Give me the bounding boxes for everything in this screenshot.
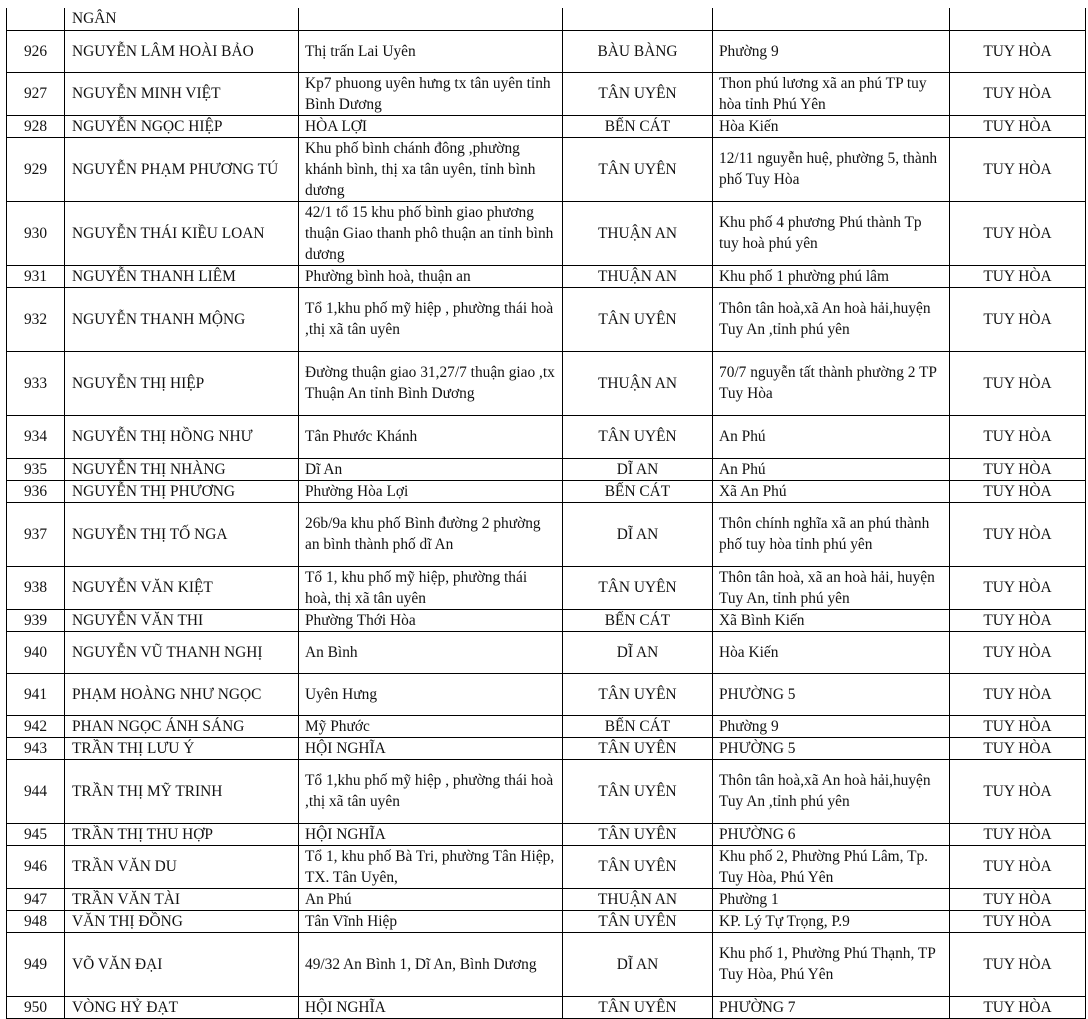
full-name-cell: NGUYỄN VĂN THI [65,609,299,631]
row-number-cell: 938 [7,566,65,609]
table-row [7,8,1086,30]
full-name-cell: NGUYỄN THỊ NHÀNG [65,458,299,480]
full-name-cell: NGUYỄN THÁI KIỀU LOAN [65,201,299,265]
table-row [7,932,1086,996]
hometown-address-cell: Hòa Kiến [713,115,950,137]
hometown-address-cell [713,8,950,30]
table-row [7,137,1086,201]
hometown-address-cell: Khu phố 1 phường phú lâm [713,265,950,287]
current-address-cell: Mỹ Phước [299,715,563,737]
district-cell: TÂN UYÊN [563,910,713,932]
current-address-cell: Uyên Hưng [299,673,563,715]
district-cell: DĨ AN [563,458,713,480]
row-number-cell: 943 [7,737,65,759]
district-cell: THUẬN AN [563,201,713,265]
city-cell: TUY HÒA [950,480,1086,502]
city-cell: TUY HÒA [950,932,1086,996]
city-cell: TUY HÒA [950,287,1086,351]
table-row [7,566,1086,609]
current-address-cell: Tổ 1,khu phố mỹ hiệp , phường thái hoà ,thị xã tân uyên [299,287,563,351]
row-number-cell: 926 [7,30,65,72]
row-number-cell: 929 [7,137,65,201]
hometown-address-cell: PHƯỜNG 7 [713,996,950,1018]
district-cell: TÂN UYÊN [563,737,713,759]
full-name-cell: NGUYỄN THỊ TỐ NGA [65,502,299,566]
city-cell: TUY HÒA [950,631,1086,673]
city-cell: TUY HÒA [950,72,1086,115]
city-cell: TUY HÒA [950,609,1086,631]
hometown-address-cell: An Phú [713,415,950,458]
city-cell: TUY HÒA [950,265,1086,287]
hometown-address-cell: PHƯỜNG 5 [713,673,950,715]
hometown-address-cell: Hòa Kiến [713,631,950,673]
current-address-cell: HÒA LỢI [299,115,563,137]
district-cell: DĨ AN [563,502,713,566]
row-number-cell: 948 [7,910,65,932]
table-row [7,609,1086,631]
full-name-cell: NGUYỄN PHẠM PHƯƠNG TÚ [65,137,299,201]
table-row [7,502,1086,566]
table-row [7,996,1086,1018]
hometown-address-cell: KP. Lý Tự Trọng, P.9 [713,910,950,932]
district-cell: TÂN UYÊN [563,759,713,823]
member-table [6,8,1086,1019]
full-name-cell: NGUYỄN VĂN KIỆT [65,566,299,609]
city-cell: TUY HÒA [950,201,1086,265]
hometown-address-cell: Thôn tân hoà,xã An hoà hải,huyện Tuy An ,tỉnh phú yên [713,287,950,351]
current-address-cell: Tổ 1, khu phố mỹ hiệp, phường thái hoà, thị xã tân uyên [299,566,563,609]
district-cell: BÀU BÀNG [563,30,713,72]
district-cell: TÂN UYÊN [563,415,713,458]
district-cell: TÂN UYÊN [563,996,713,1018]
full-name-cell: TRẦN VĂN TÀI [65,888,299,910]
current-address-cell: Phường Hòa Lợi [299,480,563,502]
table-row [7,115,1086,137]
city-cell: TUY HÒA [950,137,1086,201]
full-name-cell: VĂN THỊ ĐỒNG [65,910,299,932]
row-number-cell: 934 [7,415,65,458]
hometown-address-cell: Khu phố 4 phương Phú thành Tp tuy hoà phú yên [713,201,950,265]
table-row [7,759,1086,823]
full-name-cell: TRẦN THỊ MỸ TRINH [65,759,299,823]
city-cell: TUY HÒA [950,502,1086,566]
current-address-cell: 26b/9a khu phố Bình đường 2 phường an bình thành phố dĩ An [299,502,563,566]
row-number-cell: 931 [7,265,65,287]
city-cell: TUY HÒA [950,996,1086,1018]
row-number-cell: 935 [7,458,65,480]
district-cell: THUẬN AN [563,888,713,910]
full-name-cell: NGUYỄN THỊ HỒNG NHƯ [65,415,299,458]
current-address-cell: Tổ 1,khu phố mỹ hiệp , phường thái hoà ,thị xã tân uyên [299,759,563,823]
row-number-cell [7,8,65,30]
district-cell: BẾN CÁT [563,715,713,737]
current-address-cell [299,8,563,30]
hometown-address-cell: Phường 9 [713,715,950,737]
current-address-cell: Kp7 phuong uyên hưng tx tân uyên tỉnh Bình Dương [299,72,563,115]
district-cell: TÂN UYÊN [563,566,713,609]
full-name-cell: TRẦN THỊ THU HỢP [65,823,299,845]
table-row [7,287,1086,351]
city-cell: TUY HÒA [950,910,1086,932]
table-row [7,480,1086,502]
current-address-cell: 49/32 An Bình 1, Dĩ An, Bình Dương [299,932,563,996]
city-cell [950,8,1086,30]
district-cell: BẾN CÁT [563,609,713,631]
city-cell: TUY HÒA [950,673,1086,715]
full-name-cell: PHẠM HOÀNG NHƯ NGỌC [65,673,299,715]
current-address-cell: 42/1 tổ 15 khu phố bình giao phương thuận Giao thanh phô thuận an tỉnh bình dương [299,201,563,265]
hometown-address-cell: An Phú [713,458,950,480]
current-address-cell: HỘI NGHĨA [299,996,563,1018]
current-address-cell: Thị trấn Lai Uyên [299,30,563,72]
row-number-cell: 937 [7,502,65,566]
district-cell: THUẬN AN [563,265,713,287]
table-row [7,72,1086,115]
table-row [7,910,1086,932]
hometown-address-cell: Phường 1 [713,888,950,910]
table-row [7,631,1086,673]
current-address-cell: Dĩ An [299,458,563,480]
full-name-cell: TRẦN THỊ LƯU Ý [65,737,299,759]
hometown-address-cell: PHƯỜNG 5 [713,737,950,759]
row-number-cell: 933 [7,351,65,415]
full-name-cell: NGUYỄN MINH VIỆT [65,72,299,115]
city-cell: TUY HÒA [950,566,1086,609]
hometown-address-cell: 12/11 nguyễn huệ, phường 5, thành phố Tuy Hòa [713,137,950,201]
full-name-cell: NGUYỄN THỊ PHƯƠNG [65,480,299,502]
table-row [7,845,1086,888]
city-cell: TUY HÒA [950,415,1086,458]
row-number-cell: 942 [7,715,65,737]
table-row [7,888,1086,910]
row-number-cell: 949 [7,932,65,996]
table-row [7,30,1086,72]
full-name-cell: NGUYỄN LÂM HOÀI BẢO [65,30,299,72]
full-name-cell: TRẦN VĂN DU [65,845,299,888]
table-row [7,351,1086,415]
row-number-cell: 939 [7,609,65,631]
row-number-cell: 944 [7,759,65,823]
table-row [7,458,1086,480]
row-number-cell: 945 [7,823,65,845]
current-address-cell: Phường bình hoà, thuận an [299,265,563,287]
city-cell: TUY HÒA [950,715,1086,737]
hometown-address-cell: Thôn tân hoà,xã An hoà hải,huyện Tuy An ,tỉnh phú yên [713,759,950,823]
current-address-cell: An Phú [299,888,563,910]
district-cell: TÂN UYÊN [563,287,713,351]
current-address-cell: An Bình [299,631,563,673]
row-number-cell: 936 [7,480,65,502]
city-cell: TUY HÒA [950,458,1086,480]
hometown-address-cell: Thôn tân hoà, xã an hoà hải, huyện Tuy An, tỉnh phú yên [713,566,950,609]
hometown-address-cell: Xã Bình Kiến [713,609,950,631]
city-cell: TUY HÒA [950,737,1086,759]
city-cell: TUY HÒA [950,823,1086,845]
district-cell: BẾN CÁT [563,480,713,502]
hometown-address-cell: Phường 9 [713,30,950,72]
current-address-cell: Tổ 1, khu phố Bà Tri, phường Tân Hiệp, TX. Tân Uyên, [299,845,563,888]
hometown-address-cell: Khu phố 2, Phường Phú Lâm, Tp. Tuy Hòa, Phú Yên [713,845,950,888]
full-name-cell: NGUYỄN THANH MỘNG [65,287,299,351]
district-cell [563,8,713,30]
current-address-cell: HỘI NGHĨA [299,737,563,759]
hometown-address-cell: Xã An Phú [713,480,950,502]
row-number-cell: 946 [7,845,65,888]
full-name-cell: PHAN NGỌC ÁNH SÁNG [65,715,299,737]
hometown-address-cell: PHƯỜNG 6 [713,823,950,845]
current-address-cell: HỘI NGHĨA [299,823,563,845]
city-cell: TUY HÒA [950,845,1086,888]
district-cell: TÂN UYÊN [563,72,713,115]
table-row [7,265,1086,287]
table-row [7,201,1086,265]
table-row [7,737,1086,759]
full-name-cell: NGUYỄN THỊ HIỆP [65,351,299,415]
table-row [7,823,1086,845]
current-address-cell: Đường thuận giao 31,27/7 thuận giao ,tx Thuận An tỉnh Bình Dương [299,351,563,415]
city-cell: TUY HÒA [950,115,1086,137]
row-number-cell: 940 [7,631,65,673]
city-cell: TUY HÒA [950,351,1086,415]
table-row [7,715,1086,737]
row-number-cell: 941 [7,673,65,715]
table-row [7,673,1086,715]
current-address-cell: Phường Thới Hòa [299,609,563,631]
district-cell: DĨ AN [563,631,713,673]
city-cell: TUY HÒA [950,30,1086,72]
hometown-address-cell: 70/7 nguyễn tất thành phường 2 TP Tuy Hòa [713,351,950,415]
row-number-cell: 947 [7,888,65,910]
current-address-cell: Tân Phước Khánh [299,415,563,458]
current-address-cell: Khu phố bình chánh đông ,phường khánh bình, thị xa tân uyên, tỉnh bình dương [299,137,563,201]
row-number-cell: 928 [7,115,65,137]
district-cell: BẾN CÁT [563,115,713,137]
full-name-cell: VÕ VĂN ĐẠI [65,932,299,996]
table-body [7,8,1086,1018]
full-name-cell: NGÂN [65,8,299,30]
city-cell: TUY HÒA [950,888,1086,910]
hometown-address-cell: Thôn chính nghĩa xã an phú thành phố tuy hòa tỉnh phú yên [713,502,950,566]
district-cell: TÂN UYÊN [563,673,713,715]
full-name-cell: VÒNG HỶ ĐẠT [65,996,299,1018]
city-cell: TUY HÒA [950,759,1086,823]
hometown-address-cell: Thon phú lương xã an phú TP tuy hòa tỉnh Phú Yên [713,72,950,115]
full-name-cell: NGUYỄN VŨ THANH NGHỊ [65,631,299,673]
table-row [7,415,1086,458]
current-address-cell: Tân Vĩnh Hiệp [299,910,563,932]
hometown-address-cell: Khu phố 1, Phường Phú Thạnh, TP Tuy Hòa, Phú Yên [713,932,950,996]
row-number-cell: 932 [7,287,65,351]
district-cell: TÂN UYÊN [563,823,713,845]
district-cell: THUẬN AN [563,351,713,415]
district-cell: DĨ AN [563,932,713,996]
full-name-cell: NGUYỄN THANH LIÊM [65,265,299,287]
row-number-cell: 950 [7,996,65,1018]
district-cell: TÂN UYÊN [563,137,713,201]
district-cell: TÂN UYÊN [563,845,713,888]
full-name-cell: NGUYỄN NGỌC HIỆP [65,115,299,137]
row-number-cell: 927 [7,72,65,115]
row-number-cell: 930 [7,201,65,265]
